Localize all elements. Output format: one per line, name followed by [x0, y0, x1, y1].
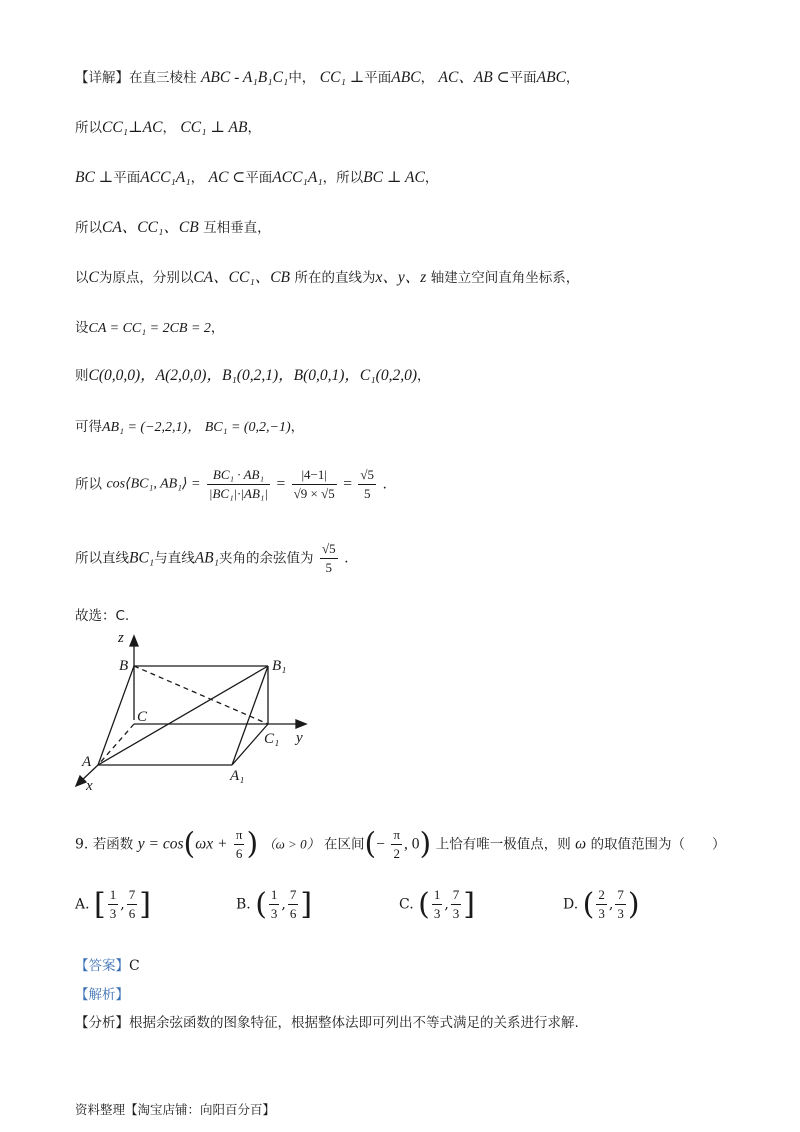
bracket: [: [94, 887, 106, 922]
math-fraction: [269, 886, 280, 923]
option-a[interactable]: A. [ $\frac{1}{3}$ , $\frac{7}{6}$ ]: [75, 887, 151, 922]
edge-B1A1: [232, 666, 268, 765]
numerator: 7: [615, 886, 626, 905]
edge-BC1: [134, 666, 268, 724]
equals: =: [343, 475, 352, 493]
denominator: √9 × √5: [293, 486, 335, 501]
text: 平面: [113, 170, 141, 186]
math-subset: AC、AB ⊂: [438, 69, 510, 86]
analysis-subtag: 【分析】: [75, 1015, 129, 1031]
math-subset: AC ⊂: [208, 169, 246, 186]
period: .: [382, 476, 387, 493]
denominator: 2: [393, 846, 400, 861]
text: 若函数: [92, 836, 134, 853]
edge-CA: [98, 724, 134, 765]
text: ，: [424, 170, 439, 186]
math-condition: （ω > 0）: [262, 836, 320, 852]
math-fraction: [234, 826, 245, 863]
label-C: C: [137, 709, 148, 725]
text: ，: [247, 120, 261, 136]
math-fraction: [391, 826, 402, 863]
numerator: |4−1|: [292, 466, 337, 485]
math-fraction: [596, 886, 607, 923]
text: 设: [75, 320, 89, 336]
label-B: B: [119, 658, 129, 674]
text: 夹角的余弦值为: [219, 550, 314, 567]
choice-text: 故选：C.: [75, 608, 130, 624]
option-c[interactable]: C. ( $\frac{1}{3}$ , $\frac{7}{3}$ ]: [399, 887, 476, 922]
paren-left: (: [183, 826, 196, 862]
equals: =: [276, 475, 286, 493]
text: ，: [420, 70, 435, 86]
math-line: AB₁: [194, 549, 220, 567]
bracket: ): [627, 887, 640, 922]
math-fraction: [292, 466, 337, 503]
bracket: (: [582, 887, 595, 922]
math-point: C: [88, 269, 99, 286]
text: 在区间: [324, 836, 365, 853]
math-line: BC₁: [129, 549, 155, 567]
prism-figure: [70, 628, 320, 798]
math-relation: BC ⊥ AC: [363, 169, 425, 186]
denominator: 3: [598, 906, 605, 921]
math-plane: ABC: [536, 69, 566, 86]
math-lines: CA、CC₁、CB: [102, 219, 199, 236]
text: ，: [565, 70, 580, 86]
numerator: 2: [596, 886, 607, 905]
math-fraction: [108, 886, 119, 923]
denominator: 6: [289, 906, 297, 921]
label-A: A: [82, 754, 92, 770]
math-fraction: [320, 540, 338, 577]
text: 轴建立空间直角坐标系，: [430, 270, 580, 286]
analysis-tag: 【解析】: [75, 987, 129, 1003]
math-fraction: [358, 466, 376, 503]
text: 可得: [75, 419, 102, 435]
math-fraction: [615, 886, 626, 923]
edge-AB1: [98, 666, 268, 765]
explanation-line-6: [75, 318, 224, 339]
text: 的取值范围为（ ）: [590, 836, 726, 853]
math-plane: ACC₁A₁: [140, 169, 191, 186]
math-relation: CC₁ ⊥ AB: [180, 119, 248, 136]
denominator: 3: [109, 906, 117, 921]
label-A1: A₁: [230, 768, 245, 784]
math-cos: cos⟨BC₁, AB₁⟩ =: [106, 476, 201, 492]
explanation-line-10: [75, 540, 349, 577]
answer-value: C: [129, 958, 140, 974]
text: 平面: [509, 70, 537, 86]
text: 所以: [75, 476, 102, 493]
denominator: |BC₁|·|AB₁|: [208, 486, 268, 501]
answer-tag: 【答案】: [75, 958, 129, 974]
analysis-text: 根据余弦函数的图象特征，根据整体法即可列出不等式满足的关系进行求解.: [129, 1015, 579, 1031]
period: .: [344, 550, 349, 567]
math-vectors: AB₁ = (−2,2,1)， BC₁ = (0,2,−1): [102, 420, 291, 435]
numerator: π: [234, 826, 245, 845]
math-plane: ABC: [391, 69, 421, 86]
denominator: 3: [452, 906, 460, 921]
math-coordinates: C(0,0,0)，A(2,0,0)，B₁(0,2,1)，B(0,0,1)，C₁(0,2,0): [88, 367, 417, 384]
numerator: 1: [108, 886, 119, 905]
math-lines: CA、CC₁、CB: [193, 269, 291, 286]
numerator: 7: [288, 886, 299, 905]
option-b[interactable]: B. ( $\frac{1}{3}$ , $\frac{7}{6}$ ]: [236, 887, 313, 922]
answer-line: [75, 956, 140, 976]
text: ，所以: [322, 170, 364, 186]
math-fraction: [207, 466, 270, 503]
denominator: 6: [235, 846, 243, 861]
explanation-line-3: [75, 168, 438, 188]
math-axes: x、y、z: [375, 269, 427, 286]
denominator: 5: [363, 486, 371, 501]
option-label: A.: [75, 896, 90, 913]
label-B1: B₁: [272, 658, 287, 674]
numerator: 1: [432, 886, 443, 905]
math-func: y = cos: [137, 835, 184, 853]
text: 平面: [245, 170, 273, 186]
question-number: 9.: [75, 836, 89, 853]
numerator: √5: [320, 540, 338, 559]
label-x: x: [86, 778, 93, 794]
choice-line: [75, 606, 129, 626]
numerator: BC₁ · AB₁: [207, 466, 270, 485]
text: 为原点，分别以: [98, 270, 194, 286]
math-fraction: [288, 886, 299, 923]
explanation-line-1: [75, 68, 579, 88]
explanation-line-4: [75, 218, 271, 238]
math-fraction: [127, 886, 138, 923]
text: 所以: [75, 220, 102, 236]
y-arrow: [296, 720, 306, 728]
text: 平面: [364, 70, 392, 86]
option-d[interactable]: D. ( $\frac{2}{3}$ , $\frac{7}{3}$ ): [563, 887, 640, 922]
math-interval-end: , 0: [404, 835, 420, 853]
explanation-line-2: [75, 118, 261, 138]
label-y: y: [296, 730, 303, 746]
denominator: 3: [433, 906, 441, 921]
bracket: (: [418, 887, 430, 922]
text: 与直线: [154, 550, 195, 567]
denominator: 5: [325, 560, 333, 575]
math-perp: CC₁ ⊥: [319, 69, 365, 86]
math-equation: CA = CC₁ = 2CB = 2: [88, 321, 211, 336]
text: ，: [162, 120, 176, 136]
text: 所以: [75, 120, 102, 136]
math-relation: CC₁⊥AC: [102, 119, 163, 136]
text: ，: [190, 170, 205, 186]
option-label: D.: [563, 896, 579, 913]
text: 则: [75, 368, 89, 384]
math-arg: ωx +: [195, 835, 228, 853]
paren-right: ): [246, 826, 259, 862]
question-9-stem: 9. 若函数 y = cos(ωx + $\frac{\pi}{6}$ ) （ω > 0） 在区间(− $\frac{\pi}{2}$ , 0) 上恰有唯一极值点，则 ω 的取值范围为（ ）: [75, 826, 726, 862]
option-label: C.: [399, 896, 414, 913]
z-arrow: [130, 636, 138, 646]
bracket: (: [255, 887, 267, 922]
numerator: π: [391, 826, 402, 845]
denominator: 3: [617, 906, 624, 921]
label-z: z: [118, 630, 124, 646]
explanation-tag: 【详解】: [75, 70, 129, 86]
edge-BA: [98, 666, 134, 765]
paren-left: (: [364, 826, 377, 862]
text: 所以直线: [75, 550, 129, 567]
explanation-line-5: [75, 268, 579, 288]
text: ，: [290, 419, 305, 435]
option-label: B.: [236, 896, 251, 913]
math-fraction: [432, 886, 443, 923]
footer-note: 资料整理【淘宝店铺：向阳百分百】: [75, 1102, 276, 1117]
text: 上恰有唯一极值点，则: [435, 836, 571, 853]
explanation-line-7: [75, 366, 430, 386]
numerator: 1: [269, 886, 280, 905]
numerator: √5: [358, 466, 376, 485]
text: ，: [210, 320, 225, 336]
label-C1: C₁: [264, 731, 280, 747]
denominator: 3: [270, 906, 278, 921]
bracket: ]: [300, 887, 313, 922]
numerator: 7: [451, 886, 462, 905]
explanation-line-8: [75, 417, 304, 438]
text: 以: [75, 270, 89, 286]
text: 中，: [288, 70, 316, 86]
text: ，: [416, 368, 431, 384]
analysis-tag-line: [75, 985, 129, 1005]
edge-C1A1: [232, 724, 268, 765]
bracket: ]: [463, 887, 476, 922]
text: 在直三棱柱: [129, 70, 197, 86]
text: 所在的直线为: [294, 270, 376, 286]
bracket: ]: [139, 887, 151, 922]
math-omega: ω: [575, 835, 587, 853]
math-prism: ABC - A₁B₁C₁: [200, 69, 289, 86]
denominator: 6: [128, 906, 136, 921]
analysis-line: [75, 1013, 579, 1033]
math-fraction: [451, 886, 462, 923]
numerator: 7: [127, 886, 138, 905]
math-plane: ACC₁A₁: [272, 169, 323, 186]
text: 互相垂直，: [203, 220, 271, 236]
explanation-line-9: [75, 466, 387, 503]
math-relation: BC ⊥: [75, 169, 114, 186]
paren-right: ): [419, 826, 432, 862]
